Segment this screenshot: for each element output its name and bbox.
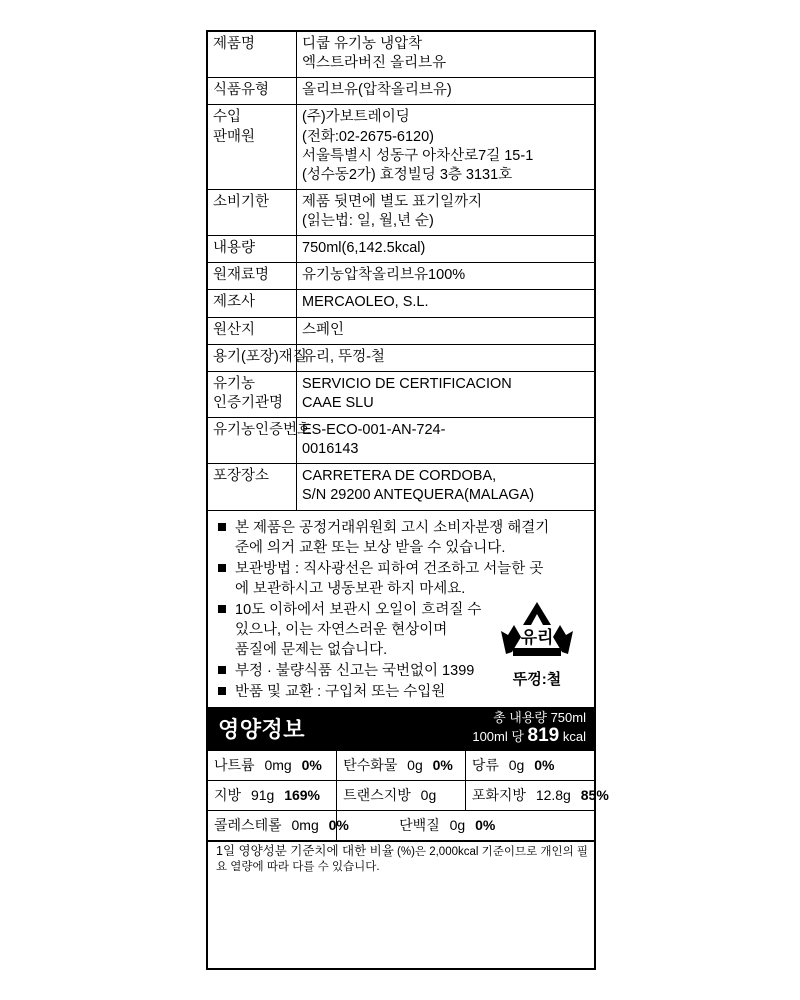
table-row xyxy=(208,105,594,190)
table-row xyxy=(208,418,594,464)
spec-key-line: 소비기한 xyxy=(213,193,270,210)
spec-value-line: S/N 29200 ANTEQUERA(MALAGA) xyxy=(302,487,535,504)
nutrient-percent: 85% xyxy=(580,787,609,804)
nutrient-percent: 0% xyxy=(534,757,555,774)
list-item xyxy=(218,559,586,599)
nutrient-percent: 0% xyxy=(475,817,496,834)
nutrition-footnote-main: 1일 영양성분 기준치에 대한 비율 xyxy=(216,844,394,859)
per-serving-value: 819 xyxy=(527,725,560,747)
nutrient-value: 0g xyxy=(407,757,423,774)
nutrient-value: 0g xyxy=(420,787,437,804)
square-bullet-icon xyxy=(218,605,226,613)
nutrient-value: 0mg xyxy=(291,817,319,834)
table-row xyxy=(208,344,594,371)
nutrient-value: 0g xyxy=(449,817,466,834)
table-row xyxy=(208,811,594,841)
spec-value-packaging-material xyxy=(297,344,595,371)
spec-key-line: 내용량 xyxy=(213,240,256,257)
spec-value-line: ES-ECO-001-AN-724- xyxy=(302,422,446,438)
square-bullet-icon xyxy=(218,564,226,572)
note-line: 품질에 문제는 없습니다. xyxy=(235,641,388,658)
spec-value-importer xyxy=(297,105,595,190)
spec-value-line: 유리, 뚜껑-철 xyxy=(302,348,385,365)
spec-key-cert-number xyxy=(208,418,312,464)
nutrient-name: 지방 xyxy=(214,787,242,804)
per-serving-unit: kcal xyxy=(562,729,586,745)
spec-value-product-name xyxy=(297,32,595,78)
nutrient-cell-fat xyxy=(208,781,337,811)
spec-table-body xyxy=(208,32,594,510)
total-amount-label: 총 내용량 750ml xyxy=(493,709,586,725)
note-line: 보관방법 : 직사광선은 피하여 건조하고 서늘한 곳 xyxy=(235,560,544,577)
nutrient-value: 12.8g xyxy=(535,787,571,804)
per-serving-label: 100ml 당 xyxy=(472,729,524,745)
table-row xyxy=(208,751,594,781)
nutrient-cell-saturated-fat xyxy=(465,781,609,811)
table-row xyxy=(208,263,594,290)
nutrient-name: 단백질 xyxy=(399,817,440,834)
spec-value-line: (전화:02-2675-6120) xyxy=(302,128,434,145)
nutrient-percent: 0% xyxy=(328,817,349,834)
nutrient-name: 당류 xyxy=(471,757,499,774)
spec-table xyxy=(208,32,594,511)
recycle-mark xyxy=(494,599,580,689)
spec-value-line: 스페인 xyxy=(302,321,345,338)
spec-value-cert-number xyxy=(297,418,595,464)
notes-section xyxy=(208,511,594,708)
spec-key-line: 용기(포장)재질 xyxy=(213,348,307,365)
nutrition-header-right xyxy=(472,711,586,748)
spec-key-food-type xyxy=(208,78,297,105)
table-row xyxy=(208,32,594,78)
spec-key-line: 원재료명 xyxy=(213,267,270,284)
square-bullet-icon xyxy=(218,523,226,531)
table-row xyxy=(208,236,594,263)
spec-key-importer xyxy=(208,105,297,190)
note-line: 준에 의거 교환 또는 보상 받을 수 있습니다. xyxy=(235,539,506,556)
spec-key-manufacturer xyxy=(208,290,297,317)
spec-key-packaging-material xyxy=(208,344,307,371)
nutrient-value: 91g xyxy=(250,787,275,804)
square-bullet-icon xyxy=(218,687,226,695)
nutrient-cell-sugars xyxy=(465,751,594,781)
nutrient-value: 0g xyxy=(508,757,525,774)
spec-value-line: 제품 뒷면에 별도 표기일까지 xyxy=(302,193,483,210)
note-line: 10도 이하에서 보관시 오일이 흐려질 수 xyxy=(235,601,482,618)
spec-value-certifier xyxy=(297,371,595,417)
nutrient-percent: 0% xyxy=(432,757,453,774)
nutrient-name: 포화지방 xyxy=(471,787,526,804)
spec-value-line: 엑스트라버진 올리브유 xyxy=(302,55,447,72)
table-row xyxy=(208,781,594,811)
table-row xyxy=(208,78,594,105)
spec-value-line: 서울특별시 성동구 아차산로7길 15-1 xyxy=(302,147,534,164)
spec-key-line: 유기농인증번호 xyxy=(213,422,312,438)
spec-key-line: 원산지 xyxy=(213,321,256,338)
nutrient-percent: 169% xyxy=(284,787,321,804)
table-row xyxy=(208,464,594,510)
table-row xyxy=(208,189,594,235)
spec-key-packing-place xyxy=(208,464,297,510)
spec-value-line: 0016143 xyxy=(302,441,359,458)
nutrient-name: 탄수화물 xyxy=(343,757,398,774)
nutrient-cell-cholesterol xyxy=(208,811,349,841)
nutrient-value: 0mg xyxy=(264,757,292,774)
nutrient-cell-sodium xyxy=(208,751,337,781)
nutrition-table-body xyxy=(208,751,609,841)
svg-text:유리: 유리 xyxy=(520,627,554,647)
nutrition-footnote xyxy=(208,841,594,876)
nutrient-cell-protein xyxy=(337,811,594,841)
spec-value-origin xyxy=(297,317,595,344)
spec-value-packing-place xyxy=(297,464,595,510)
spec-value-manufacturer xyxy=(297,290,595,317)
spec-value-line: CARRETERA DE CORDOBA, xyxy=(302,468,497,485)
table-row xyxy=(208,371,594,417)
per-serving-row xyxy=(472,725,586,747)
spec-value-line: 디쿱 유기농 냉압착 xyxy=(302,36,423,52)
nutrient-name: 나트륨 xyxy=(214,757,255,774)
note-line: 부정 · 불량식품 신고는 국번없이 1399 xyxy=(235,662,475,679)
nutrition-header xyxy=(208,708,594,752)
nutrient-percent: 0% xyxy=(301,757,322,774)
spec-key-volume xyxy=(208,236,297,263)
spec-value-line: MERCAOLEO, S.L. xyxy=(302,294,429,311)
spec-key-line: 수입 xyxy=(213,109,242,126)
spec-key-line: 판매원 xyxy=(213,128,256,145)
spec-key-line: 식품유형 xyxy=(213,82,270,99)
spec-value-volume xyxy=(297,236,595,263)
spec-value-line: SERVICIO DE CERTIFICACION xyxy=(302,375,512,392)
spec-key-line: 유기농 xyxy=(213,375,256,392)
spec-key-certifier xyxy=(208,371,297,417)
spec-key-product-name xyxy=(208,32,297,78)
spec-key-line: 인증기관명 xyxy=(213,394,284,411)
spec-value-line: (주)가보트레이딩 xyxy=(302,109,410,126)
spec-value-food-type xyxy=(297,78,595,105)
spec-key-origin xyxy=(208,317,297,344)
nutrition-table xyxy=(208,751,609,841)
nutrient-cell-trans-fat xyxy=(337,781,466,811)
recycling-arrows-icon xyxy=(497,599,577,661)
spec-key-line: 제조사 xyxy=(213,294,256,311)
nutrition-title: 영양정보 xyxy=(218,717,306,743)
spec-key-ingredients xyxy=(208,263,297,290)
spec-key-line: 포장장소 xyxy=(213,468,270,485)
spec-key-line: 제품명 xyxy=(213,36,256,52)
spec-value-line: (읽는법: 일, 월,년 순) xyxy=(302,213,434,229)
table-row xyxy=(208,317,594,344)
spec-value-line: CAAE SLU xyxy=(302,394,374,411)
note-line: 반품 및 교환 : 구입처 또는 수입원 xyxy=(235,683,446,700)
list-item xyxy=(218,518,586,558)
nutrient-name: 트랜스지방 xyxy=(343,787,411,804)
note-line: 본 제품은 공정거래위원회 고시 소비자분쟁 해결기 xyxy=(235,519,550,536)
product-label xyxy=(206,30,609,970)
nutrition-footnote-sub: (%)은 2,000kcal 기준이므로 개인의 필요 열량에 따라 다를 수 있습니다. xyxy=(216,846,589,873)
note-line: 에 보관하시고 냉동보관 하지 마세요. xyxy=(235,580,466,597)
spec-value-expiry xyxy=(297,189,595,235)
spec-value-ingredients xyxy=(297,263,595,290)
spec-value-line: (성수동2가) 효정빌딩 3층 3131호 xyxy=(302,166,513,183)
spec-value-line: 올리브유(압착올리브유) xyxy=(302,82,452,99)
nutrient-name: 콜레스테롤 xyxy=(214,817,282,834)
spec-value-line: 750ml(6,142.5kcal) xyxy=(302,240,426,257)
nutrient-cell-carbohydrate xyxy=(337,751,466,781)
table-row xyxy=(208,290,594,317)
spec-key-expiry xyxy=(208,189,297,235)
cap-material-label: 뚜껑:철 xyxy=(512,670,562,688)
square-bullet-icon xyxy=(218,666,226,674)
spec-value-line: 유기농압착올리브유100% xyxy=(302,267,466,284)
note-line: 있으나, 이는 자연스러운 현상이며 xyxy=(235,621,448,638)
